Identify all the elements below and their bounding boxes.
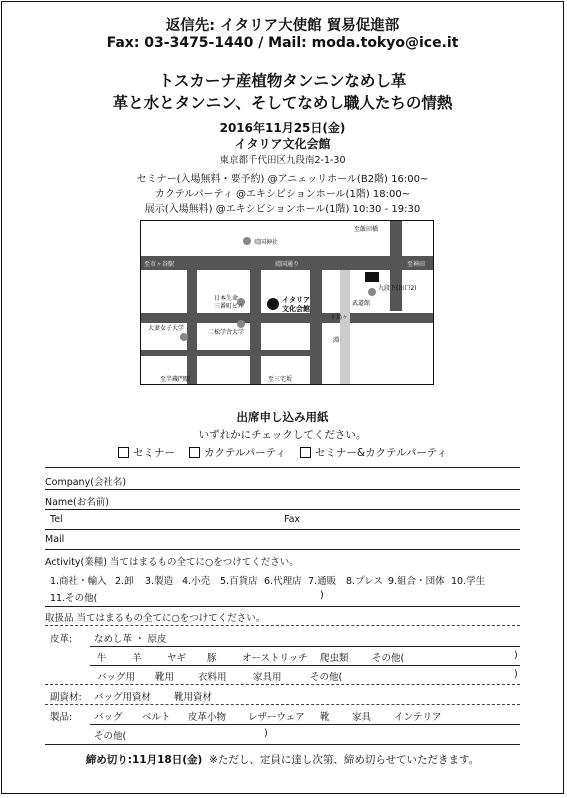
activity-item[interactable]: 9.組合・団体 bbox=[388, 576, 445, 587]
activity-other-close: ) bbox=[320, 590, 324, 601]
label-sanbancho: 至三宅坂 bbox=[268, 376, 293, 383]
label-chidorigafuchi-1: 千鳥ヶ bbox=[330, 314, 349, 321]
otsuma-marker bbox=[180, 333, 188, 341]
schedule-exhibition: 展示(入場無料) @エキシビションホール(1階) 10:30 - 19:30 bbox=[144, 204, 421, 215]
deadline-label: 締め切り:11月18日(金) bbox=[85, 754, 203, 766]
activity-item[interactable]: 2.卸 bbox=[115, 576, 134, 587]
form-subtitle: いずれかにチェックしてください。 bbox=[198, 429, 367, 441]
label-iidabashi: 至飯田橋 bbox=[354, 226, 379, 233]
label-nissay-1: 日本生命 bbox=[214, 295, 239, 302]
reply-to: 返信先: イタリア大使館 貿易促進部 bbox=[165, 18, 400, 34]
sub-item[interactable]: バッグ用資材 bbox=[94, 692, 152, 703]
label-jimbocho: 至神田 bbox=[407, 261, 426, 268]
activity-item[interactable]: 10.学生 bbox=[451, 576, 486, 587]
label-chidorigafuchi-2: 淵 bbox=[333, 337, 340, 344]
istituto-marker bbox=[267, 298, 279, 310]
checkbox-icon[interactable] bbox=[189, 447, 200, 458]
leather-item[interactable]: 牛 bbox=[97, 653, 107, 664]
leather-item[interactable]: 羊 bbox=[132, 653, 142, 664]
schedule-seminar: セミナー(入場無料・要予約) @アニェッリホール(B2階) 16:00~ bbox=[136, 174, 429, 185]
product-item[interactable]: 家具 bbox=[352, 712, 372, 723]
event-subtitle: 革と水とタンニン、そしてなめし職人たちの情熱 bbox=[112, 94, 453, 112]
deadline-note: ※ただし、定員に達し次第、締め切らせていただきます。 bbox=[209, 754, 480, 766]
label-istituto-1: イタリア bbox=[282, 296, 310, 304]
bag-item[interactable]: バッグ用 bbox=[97, 672, 136, 683]
tel-field[interactable]: Tel bbox=[50, 514, 63, 525]
product-other[interactable]: その他( bbox=[94, 731, 127, 742]
deadline bbox=[2, 752, 563, 767]
road-east-west bbox=[141, 313, 433, 323]
event-venue: イタリア文化会館 bbox=[234, 137, 331, 151]
activity-item[interactable]: 7.通販 bbox=[308, 576, 337, 587]
product-item[interactable]: レザーウェア bbox=[248, 712, 305, 723]
divider bbox=[45, 606, 520, 607]
dashed-divider bbox=[45, 684, 520, 685]
leather-close: ) bbox=[514, 650, 518, 661]
divider bbox=[45, 489, 520, 490]
sub-material-label: 副資材: bbox=[50, 692, 82, 703]
schedule-party: カクテルパーティ @エキシビションホール(1階) 18:00~ bbox=[154, 189, 411, 200]
checkbox-icon[interactable] bbox=[118, 447, 129, 458]
leather-types[interactable]: なめし革 ・ 原皮 bbox=[94, 634, 167, 645]
leather-item[interactable]: 豚 bbox=[207, 653, 217, 664]
bag-close: ) bbox=[514, 669, 518, 680]
event-address: 東京都千代田区九段南2-1-30 bbox=[219, 155, 346, 166]
form-title: 出席申し込み用紙 bbox=[236, 410, 329, 424]
label-yasukuni-dori: 靖国通り bbox=[275, 261, 300, 268]
label-budokan: 武道館 bbox=[352, 300, 371, 307]
product-item[interactable]: 靴 bbox=[320, 712, 330, 723]
bag-item[interactable]: その他( bbox=[310, 672, 343, 683]
activity-item[interactable]: 6.代理店 bbox=[264, 576, 302, 587]
mail-field[interactable]: Mail bbox=[45, 534, 65, 545]
bag-item[interactable]: 靴用 bbox=[155, 672, 175, 683]
name-field[interactable]: Name(お名前) bbox=[45, 497, 109, 508]
leather-item[interactable]: 爬虫類 bbox=[320, 653, 349, 664]
label-istituto-2: 文化会館 bbox=[282, 305, 310, 313]
leather-item[interactable]: ヤギ bbox=[167, 653, 187, 664]
activity-item[interactable]: 3.製造 bbox=[145, 576, 174, 587]
contact-info: Fax: 03-3475-1440 / Mail: moda.tokyo@ice.it bbox=[106, 35, 459, 51]
road-south bbox=[141, 350, 311, 356]
divider bbox=[45, 467, 520, 468]
activity-other[interactable]: 11.その他( bbox=[50, 593, 98, 604]
product-item[interactable]: インテリア bbox=[394, 712, 442, 723]
road-north-east bbox=[390, 221, 402, 311]
road-west bbox=[250, 270, 261, 384]
dashed-divider bbox=[45, 704, 520, 705]
option-both[interactable]: セミナー&カクテルパーティ bbox=[300, 445, 447, 460]
label-nissay-2: 三番町ビル bbox=[214, 303, 245, 310]
nishogakusha-marker bbox=[237, 320, 245, 328]
option-seminar[interactable]: セミナー bbox=[118, 445, 175, 460]
divider bbox=[45, 744, 520, 745]
label-otsuma: 大妻女子大学 bbox=[148, 325, 185, 332]
leather-item[interactable]: オーストリッチ bbox=[242, 653, 308, 664]
budokan-marker bbox=[368, 288, 376, 296]
divider bbox=[45, 509, 520, 510]
event-title: トスカーナ産植物タンニンなめし革 bbox=[158, 72, 407, 90]
activity-item[interactable]: 4.小売 bbox=[182, 576, 211, 587]
divider bbox=[90, 646, 520, 647]
activity-item[interactable]: 8.プレス bbox=[346, 576, 383, 587]
label-ichigaya: 至市ヶ谷駅 bbox=[144, 261, 175, 268]
option-party[interactable]: カクテルパーティ bbox=[189, 445, 286, 460]
activity-item[interactable]: 1.商社・輸入 bbox=[50, 576, 107, 587]
bag-item[interactable]: 衣料用 bbox=[198, 672, 227, 683]
product-label: 製品: bbox=[50, 712, 73, 723]
access-map bbox=[140, 220, 434, 385]
sub-item[interactable]: 靴用資材 bbox=[174, 692, 213, 703]
road-far-west bbox=[187, 270, 197, 384]
metro-icon bbox=[365, 272, 379, 282]
bag-item[interactable]: 家具用 bbox=[253, 672, 282, 683]
label-kudanshita: 九段下(出口2) bbox=[378, 285, 417, 292]
divider bbox=[90, 665, 520, 666]
yasukuni-shrine-marker bbox=[243, 237, 251, 245]
company-field[interactable]: Company(会社名) bbox=[45, 477, 127, 488]
leather-label: 皮革: bbox=[50, 634, 73, 645]
fax-field[interactable]: Fax bbox=[284, 514, 301, 525]
dashed-divider bbox=[45, 625, 520, 626]
product-item[interactable]: バッグ bbox=[94, 712, 123, 723]
products-label: 取扱品 当てはまるもの全てに○をつけてください。 bbox=[45, 613, 266, 624]
divider bbox=[45, 549, 520, 550]
label-yasukuni: 靖国神社 bbox=[254, 239, 279, 246]
product-item[interactable]: 皮革小物 bbox=[188, 712, 227, 723]
invitation-form bbox=[1, 1, 564, 794]
road-center bbox=[310, 270, 322, 384]
activity-label: Activity(業種) 当てはまるもの全てに○をつけてください。 bbox=[45, 557, 299, 568]
checkbox-icon[interactable] bbox=[300, 447, 311, 458]
product-item[interactable]: ベルト bbox=[142, 712, 171, 723]
chidorigafuchi-path bbox=[340, 270, 350, 384]
activity-item[interactable]: 5.百貨店 bbox=[220, 576, 258, 587]
label-nishogakusha: 二松学舎大学 bbox=[208, 329, 245, 336]
divider bbox=[90, 724, 520, 725]
label-hanzomon: 至半蔵門駅 bbox=[160, 376, 191, 383]
attendance-options bbox=[2, 445, 563, 460]
leather-item[interactable]: その他( bbox=[372, 653, 405, 664]
event-date: 2016年11月25日(金) bbox=[219, 121, 346, 135]
divider bbox=[45, 529, 520, 530]
product-other-close: ) bbox=[264, 728, 268, 739]
